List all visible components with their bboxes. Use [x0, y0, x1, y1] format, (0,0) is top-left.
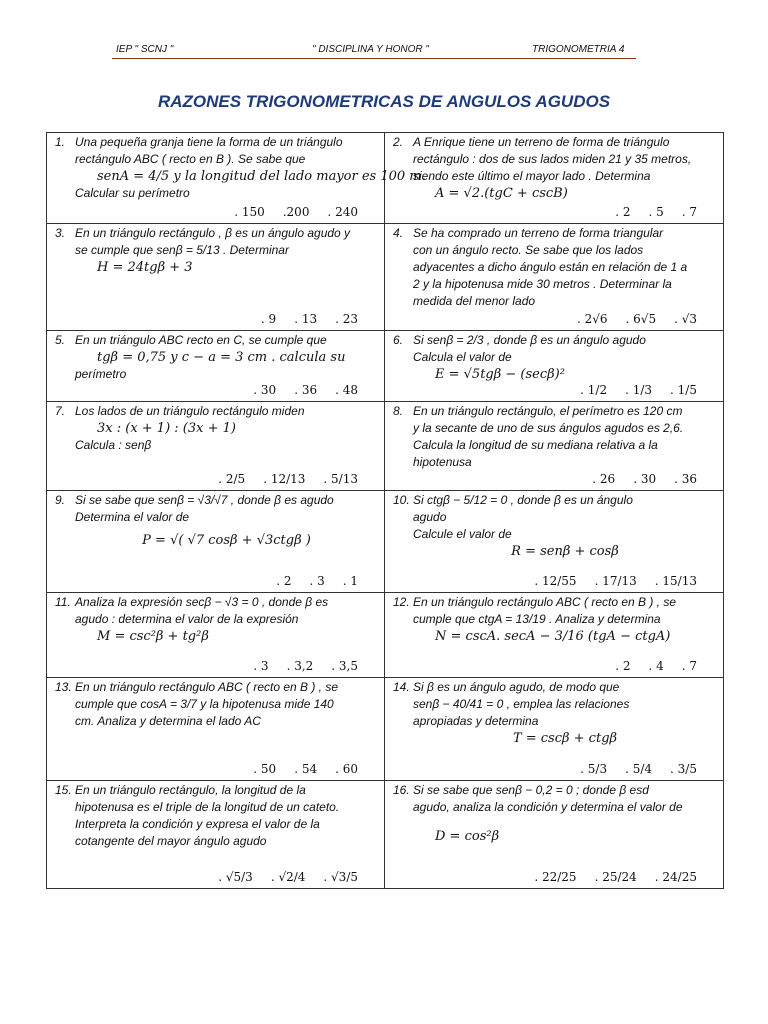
problem-number: 6.	[393, 333, 404, 347]
answer-option: . 7	[681, 659, 697, 673]
answer-options	[218, 869, 384, 886]
problem-text-line: con un ángulo recto. Se sabe que los lados	[413, 243, 644, 257]
problem-text-line: hipotenusa	[413, 455, 472, 469]
problem-number: 7.	[55, 404, 66, 418]
problem-text-line: apropiadas y determina	[413, 714, 539, 728]
problem-text-line: adyacentes a dicho ángulo están en relación de 1 a	[413, 260, 688, 274]
problem-11	[47, 593, 384, 677]
problem-16	[385, 781, 723, 888]
problem-text-line: Una pequeña granja tiene la forma de un triángulo	[75, 135, 343, 149]
problem-text-line: A Enrique tiene un terreno de forma de triángulo	[413, 135, 670, 149]
problem-text-line: siendo este último el mayor lado . Determina	[413, 169, 651, 183]
problem-15	[47, 781, 384, 888]
problem-text-line: cumple que cosA = 3/7 y la hipotenusa mide 140	[75, 697, 334, 711]
problem-row	[47, 491, 724, 593]
problem-text-line: rectángulo ABC ( recto en B ). Se sabe que	[75, 152, 306, 166]
problem-text-line: E = √5tgβ − (secβ)²	[435, 367, 565, 382]
problem-7	[47, 402, 384, 490]
answer-option: . 5	[648, 205, 664, 219]
problem-text-line: y la secante de uno de sus ángulos agudos es 2,6.	[413, 421, 684, 435]
problem-number: 14.	[393, 680, 410, 694]
answer-option: . 12/13	[263, 472, 306, 486]
problem-cell	[47, 224, 385, 331]
problem-text-line: En un triángulo rectángulo, el perímetro es 120 cm	[413, 404, 683, 418]
problem-cell	[385, 402, 724, 491]
answer-option: . 36	[294, 383, 318, 397]
problem-number: 16.	[393, 783, 410, 797]
answer-option: . 50	[253, 762, 277, 776]
answer-option: . 6√5	[625, 312, 657, 326]
answer-option: . 9	[260, 312, 277, 326]
problem-text-line: 3x : (x + 1) : (3x + 1)	[97, 421, 236, 436]
answer-option: . 17/13	[594, 574, 637, 588]
answer-options	[534, 869, 723, 886]
problem-text-line: Los lados de un triángulo rectángulo miden	[75, 404, 305, 418]
problem-text-line: Determina el valor de	[75, 510, 190, 524]
problem-row	[47, 224, 724, 331]
answer-option: . 54	[294, 762, 318, 776]
answer-option: .200	[282, 205, 310, 219]
answer-option: . 60	[335, 762, 358, 776]
page-header	[112, 44, 636, 59]
answer-option: . 1/5	[670, 383, 697, 397]
answer-options	[577, 311, 723, 328]
problem-text-line: H = 24tgβ + 3	[97, 260, 193, 275]
problem-text-line: Calcula el valor de	[413, 350, 512, 364]
problem-cell	[47, 402, 385, 491]
problem-number: 8.	[393, 404, 404, 418]
problem-14	[385, 678, 723, 780]
problem-cell	[385, 491, 724, 593]
answer-options	[253, 658, 384, 675]
answer-option: . 5/4	[625, 762, 653, 776]
problem-5	[47, 331, 384, 401]
answer-option: . 2√6	[576, 312, 608, 326]
answer-option: . 3,5	[331, 659, 358, 673]
problem-text-line: Si se sabe que senβ − 0,2 = 0 ; donde β esd	[413, 783, 649, 797]
problem-row	[47, 133, 724, 224]
answer-options	[253, 761, 384, 778]
answer-options	[615, 658, 723, 675]
problem-number: 5.	[55, 333, 66, 347]
problem-8	[385, 402, 723, 490]
problem-10	[385, 491, 723, 592]
answer-options	[261, 311, 384, 328]
answer-option: . 7	[681, 205, 697, 219]
problem-1	[47, 133, 426, 223]
problem-12	[385, 593, 723, 677]
problem-3	[47, 224, 384, 330]
problem-text-line: Si ctgβ − 5/12 = 0 , donde β es un ángulo	[413, 493, 633, 507]
problem-2	[385, 133, 723, 223]
answer-option: . 23	[335, 312, 358, 326]
problem-text-line: Calcule el valor de	[413, 527, 512, 541]
problem-number: 2.	[393, 135, 404, 149]
motto: " DISCIPLINA Y HONOR "	[312, 44, 429, 55]
problem-text-line: senβ − 40/41 = 0 , emplea las relaciones	[413, 697, 630, 711]
problem-cell	[385, 781, 724, 889]
problem-text-line: cotangente del mayor ángulo agudo	[75, 834, 267, 848]
answer-options	[276, 573, 384, 590]
problem-cell	[385, 224, 724, 331]
answer-option: . 30	[633, 472, 657, 486]
problem-number: 15.	[55, 783, 72, 797]
answer-option: . 5/3	[580, 762, 608, 776]
answer-option: . 15/13	[654, 574, 697, 588]
problem-number: 4.	[393, 226, 404, 240]
problem-text-line: En un triángulo ABC recto en C, se cumple que	[75, 333, 327, 347]
answer-option: . 22/25	[534, 870, 577, 884]
problem-text-line: D = cos²β	[435, 829, 500, 844]
answer-option: . √3	[674, 312, 697, 326]
problem-cell	[385, 593, 724, 678]
answer-option: . 150	[234, 205, 265, 219]
answer-option: . 3,2	[286, 659, 314, 673]
answer-options	[218, 471, 384, 488]
problem-text-line: P = √( √7 cosβ + √3ctgβ )	[142, 533, 311, 548]
problem-text-line: M = csc²β + tg²β	[97, 629, 209, 644]
problem-cell	[47, 331, 385, 402]
problem-row	[47, 402, 724, 491]
answer-option: . √2/4	[270, 870, 306, 884]
answer-options	[253, 382, 384, 399]
problem-row	[47, 593, 724, 678]
problem-text-line: tgβ = 0,75 y c − a = 3 cm . calcula su	[97, 350, 346, 365]
problem-cell	[47, 781, 385, 889]
problem-text-line: hipotenusa es el triple de la longitud de un cateto.	[75, 800, 340, 814]
answer-options	[615, 204, 723, 221]
answer-option: . 3/5	[670, 762, 697, 776]
problem-cell	[385, 331, 724, 402]
problem-cell	[385, 133, 724, 224]
problem-number: 10.	[393, 493, 410, 507]
answer-option: . 36	[674, 472, 697, 486]
problem-text-line: medida del menor lado	[413, 294, 536, 308]
problem-4	[385, 224, 723, 330]
problem-text-line: agudo : determina el valor de la expresión	[75, 612, 299, 626]
problem-9	[47, 491, 384, 592]
problem-text-line: Calcular su perímetro	[75, 186, 190, 200]
problem-table	[46, 132, 724, 889]
answer-option: . 3	[253, 659, 269, 673]
subject-label: TRIGONOMETRIA 4	[532, 44, 625, 55]
problem-text-line: cumple que ctgA = 13/19 . Analiza y determina	[413, 612, 661, 626]
problem-text-line: Calcula : senβ	[75, 438, 152, 452]
answer-option: . √5/3	[218, 870, 253, 884]
answer-option: . 2	[615, 659, 631, 673]
answer-option: . √3/5	[323, 870, 358, 884]
answer-option: . 48	[335, 383, 358, 397]
answer-option: . 26	[592, 472, 616, 486]
answer-option: . 4	[648, 659, 664, 673]
answer-options	[234, 204, 384, 221]
problem-text-line: agudo	[413, 510, 447, 524]
answer-option: . 12/55	[534, 574, 577, 588]
problem-text-line: 2 y la hipotenusa mide 30 metros . Determinar la	[413, 277, 672, 291]
answer-options	[592, 471, 723, 488]
problem-number: 12.	[393, 595, 410, 609]
problem-number: 13.	[55, 680, 72, 694]
problem-number: 11.	[55, 595, 71, 609]
problem-number: 3.	[55, 226, 66, 240]
problem-text-line: se cumple que senβ = 5/13 . Determinar	[75, 243, 289, 257]
answer-options	[580, 761, 723, 778]
problem-number: 9.	[55, 493, 66, 507]
answer-options	[580, 382, 723, 399]
answer-option: . 24/25	[654, 870, 697, 884]
answer-option: . 1/2	[580, 383, 608, 397]
answer-option: . 2	[276, 574, 292, 588]
school-name: IEP " SCNJ "	[116, 44, 174, 55]
problem-text-line: cm. Analiza y determina el lado AC	[75, 714, 261, 728]
problem-text-line: rectángulo : dos de sus lados miden 21 y 35 metros,	[413, 152, 692, 166]
problem-text-line: Si senβ = 2/3 , donde β es un ángulo agudo	[413, 333, 646, 347]
answer-option: . 5/13	[323, 472, 358, 486]
problem-text-line: N = cscA. secA − 3/16 (tgA − ctgA)	[435, 629, 671, 644]
problem-text-line: Calcula la longitud de su mediana relativa a la	[413, 438, 658, 452]
page-title: RAZONES TRIGONOMETRICAS DE ANGULOS AGUDOS	[157, 92, 611, 111]
problem-text-line: Si se sabe que senβ = √3/√7 , donde β es agudo	[75, 493, 334, 507]
answer-option: . 2	[615, 205, 631, 219]
problem-number: 1.	[55, 135, 66, 149]
problem-text-line: Se ha comprado un terreno de forma triangular	[413, 226, 664, 240]
problem-text-line: En un triángulo rectángulo, la longitud de la	[75, 783, 306, 797]
problem-text-line: perímetro	[75, 367, 127, 381]
problem-text-line: Si β es un ángulo agudo, de modo que	[413, 680, 620, 694]
problem-cell	[385, 678, 724, 781]
answer-option: . 25/24	[594, 870, 637, 884]
problem-text-line: agudo, analiza la condición y determina el valor de	[413, 800, 683, 814]
problem-cell	[47, 133, 426, 224]
problem-text-line: Analiza la expresión secβ − √3 = 0 , donde β es	[75, 595, 329, 609]
problem-13	[47, 678, 384, 780]
problem-row	[47, 678, 724, 781]
answer-option: . 13	[294, 312, 318, 326]
problem-row	[47, 781, 724, 889]
answer-option: . 2/5	[218, 472, 246, 486]
answer-option: . 30	[253, 383, 277, 397]
problem-text-line: En un triángulo rectángulo ABC ( recto en B ) , se	[75, 680, 339, 694]
answer-options	[534, 573, 723, 590]
problem-row	[47, 331, 724, 402]
problem-text-line: A = √2.(tgC + cscB)	[435, 186, 568, 201]
problem-text-line: T = cscβ + ctgβ	[512, 731, 618, 746]
answer-option: . 1	[342, 574, 358, 588]
problem-text-line: Interpreta la condición y expresa el valor de la	[75, 817, 320, 831]
problem-text-line: En un triángulo rectángulo ABC ( recto en B ) , se	[413, 595, 677, 609]
answer-option: . 1/3	[625, 383, 653, 397]
problem-cell	[47, 593, 385, 678]
problem-cell	[47, 491, 385, 593]
problem-6	[385, 331, 723, 401]
answer-option: . 3	[309, 574, 325, 588]
problem-cell	[47, 678, 385, 781]
answer-option: . 240	[327, 205, 358, 219]
problem-text-line: En un triángulo rectángulo , β es un ángulo agudo y	[75, 226, 351, 240]
problem-text-line: R = senβ + cosβ	[511, 544, 619, 559]
problem-text-line: senA = 4/5 y la longitud del lado mayor es 100 m.	[97, 169, 426, 184]
